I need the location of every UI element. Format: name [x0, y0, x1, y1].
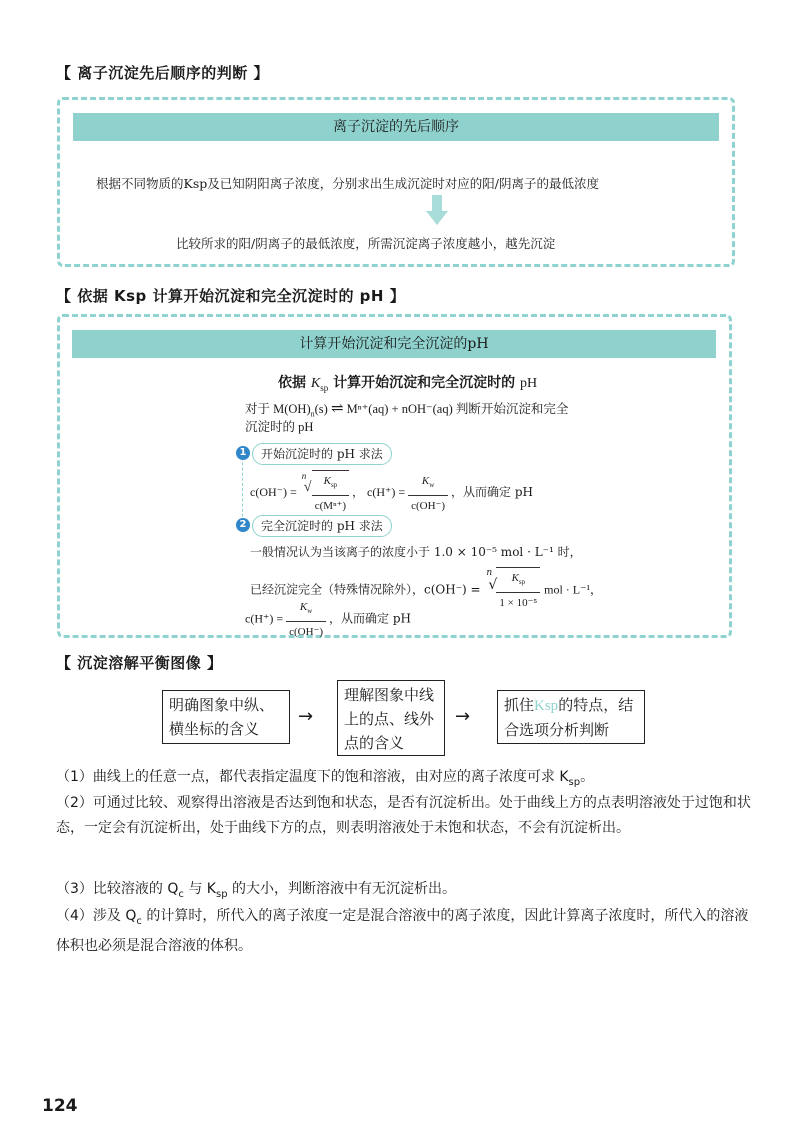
intro-b: (s) — [314, 402, 328, 416]
step1-frac-den: c(Mⁿ⁺) — [314, 500, 347, 513]
flow-arrow-1-icon: → — [298, 706, 314, 727]
p3-b: 与 K — [183, 881, 216, 897]
page-number: 124 — [42, 1096, 78, 1116]
step2-frac-num-sub: sp — [518, 578, 526, 587]
step2-tail: ，从而确定 pH — [329, 611, 411, 626]
step1-number: 1 — [236, 446, 250, 460]
step1-root — [300, 470, 349, 516]
box-title-ph-calculation: 计算开始沉淀和完全沉淀的pH — [72, 330, 716, 358]
step1-formula — [250, 470, 533, 516]
p1-sub: sp — [568, 776, 581, 788]
paragraph-3 — [56, 877, 756, 907]
step1-c-h: c(H⁺) = — [367, 484, 406, 499]
step2-c-h: c(H⁺) = — [245, 611, 284, 626]
p3-sp: sp — [215, 888, 228, 900]
p3-a: （3）比较溶液的 Q — [56, 881, 179, 897]
step1-kw-den: c(OH⁻) — [411, 499, 446, 512]
ph-intro — [245, 399, 675, 419]
step2-line1: 一般情况认为当该离子的浓度小于 1.0 × 10⁻⁵ mol · L⁻¹ 时， — [250, 545, 582, 559]
step1-label: 开始沉淀时的 pH 求法 — [252, 443, 392, 465]
step2-label: 完全沉淀时的 pH 求法 — [252, 515, 392, 537]
down-arrow-icon — [426, 195, 448, 227]
subtitle-k: K — [310, 376, 321, 391]
flow-box-point-meaning: 理解图象中线上的点、线外点的含义 — [337, 680, 445, 756]
step2-root-n: n — [486, 568, 493, 578]
p3-tail: 的大小，判断溶液中有无沉淀析出。 — [227, 881, 456, 897]
step1-c-oh: c(OH⁻) = — [250, 484, 297, 499]
flow-box3-ksp: Ksp — [534, 698, 559, 714]
p4-b: 的计算时，所代入的离子浓度一定是混合溶液中的离子浓度，因此计算离子浓度时，所代入的溶液体积也必须是混合溶液的体积。 — [56, 908, 749, 954]
p4-a: （4）涉及 Q — [56, 908, 137, 924]
step1-frac-num: K — [323, 475, 331, 487]
subtitle-text-a: 依据 — [278, 375, 306, 391]
p3-c: c — [178, 888, 184, 900]
p1-a: （1）曲线上的任意一点，都代表指定温度下的饱和溶液，由对应的离子浓度可求 K — [56, 769, 569, 785]
p4-c: c — [136, 915, 142, 927]
section-heading-ph-calculation: 【 依据 Ksp 计算开始沉淀和完全沉淀时的 pH 】 — [56, 287, 406, 305]
step2-frac-den: 1 × 10⁻⁵ — [499, 597, 538, 610]
flow-arrow-2-icon: → — [455, 706, 471, 727]
step2-line2-b: mol · L⁻¹， — [544, 582, 603, 597]
step2-fraction — [496, 567, 540, 613]
step2-line2-a: 已经沉淀完全（特殊情况除外），c(OH⁻) = — [250, 582, 481, 597]
flow-box-axes-meaning: 明确图象中纵、横坐标的含义 — [162, 690, 290, 744]
step1-root-n: n — [301, 471, 307, 481]
step2-number: 2 — [236, 518, 250, 532]
ph-subtitle — [278, 372, 537, 393]
step2-kw-den: c(OH⁻) — [289, 626, 323, 639]
subtitle-text-b: 计算开始沉淀和完全沉淀时的 — [333, 375, 516, 391]
ph-calculation-box — [57, 314, 732, 638]
step2-kw-sub: w — [307, 607, 313, 616]
step2-root — [484, 567, 540, 613]
subtitle-sp: sp — [320, 382, 329, 393]
order-step-line2: 比较所求的阳/阴离子的最低浓度，所需沉淀离子浓度越小，越先沉淀 — [176, 236, 556, 251]
radical-icon: √ — [303, 480, 312, 495]
equilibrium-arrow-icon: ⇌ — [330, 401, 344, 417]
section-heading-precipitation-order: 【 离子沉淀先后顺序的判断 】 — [56, 64, 269, 82]
paragraph-2: （2）可通过比较、观察得出溶液是否达到饱和状态，是否有沉淀析出。处于曲线上方的点表明溶液处于过饱和状态，一定会有沉淀析出，处于曲线下方的点，则表明溶液处于未饱和状态，不会有沉淀析出。 — [56, 795, 751, 836]
ph-intro-line2: 沉淀时的 pH — [245, 420, 314, 434]
intro-c: Mⁿ⁺(aq) + nOH⁻(aq) 判断开始沉淀和完全 — [346, 402, 569, 416]
step1-comma: ， — [352, 484, 365, 499]
step1-kw: K — [421, 474, 430, 487]
step1-kw-sub: w — [429, 480, 435, 489]
step1-frac-num-sub: sp — [330, 481, 338, 490]
order-step-line1: 根据不同物质的Ksp及已知阴阳离子浓度，分别求出生成沉淀时对应的阳/阴离子的最低浓度 — [96, 176, 599, 191]
p1-b: 。 — [580, 769, 595, 785]
box-title-precipitation-order: 离子沉淀的先后顺序 — [73, 113, 719, 141]
step1-kw-fraction — [408, 471, 448, 516]
flow-box3-a: 抓住 — [504, 696, 535, 714]
step2-line3 — [245, 597, 411, 642]
paragraph-4 — [56, 904, 756, 959]
flow-box-ksp-features — [497, 690, 645, 744]
step1-tail: ，从而确定 pH — [451, 484, 534, 499]
intro-n: n — [310, 409, 315, 419]
step1-fraction — [312, 470, 349, 516]
step2-frac-num: K — [511, 572, 519, 584]
section-heading-dissolution-graph: 【 沉淀溶解平衡图像 】 — [56, 654, 223, 672]
intro-a: 对于 M(OH) — [245, 402, 311, 416]
step2-kw: K — [299, 601, 308, 613]
subtitle-ph: pH — [519, 376, 538, 391]
precipitation-order-box — [57, 97, 735, 267]
flow-box3-b: 的特点，结合选项分析判断 — [504, 696, 634, 739]
radical-icon: √ — [488, 577, 498, 593]
step2-kw-fraction — [286, 597, 326, 642]
